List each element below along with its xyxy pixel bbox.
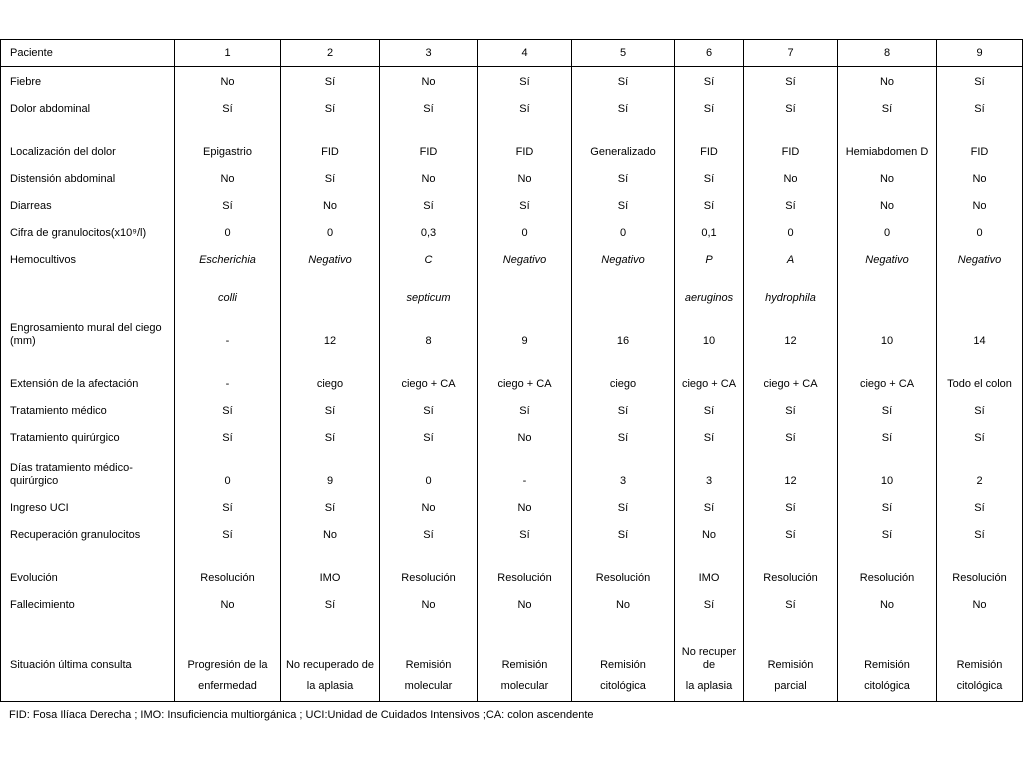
table-cell: ciego + CA [380, 353, 478, 396]
table-cell: Sí [175, 94, 281, 121]
table-cell: Negativo [572, 245, 675, 272]
patient-number: 4 [478, 40, 572, 67]
table-cell: 8 [380, 310, 478, 353]
table-row [1, 191, 1023, 218]
table-row [1, 677, 1023, 702]
table-cell: parcial [744, 677, 838, 702]
patient-number: 7 [744, 40, 838, 67]
table-cell: No [937, 191, 1023, 218]
table-cell: No [478, 164, 572, 191]
table-cell: No [175, 164, 281, 191]
table-cell: molecular [380, 677, 478, 702]
table-cell: 0 [380, 450, 478, 493]
table-cell: No [478, 493, 572, 520]
table-cell: 0,3 [380, 218, 478, 245]
table-cell: 0 [838, 218, 937, 245]
table-cell: Sí [744, 67, 838, 94]
table-cell: IMO [675, 547, 744, 590]
table-cell: No [478, 590, 572, 617]
table-cell: FID [281, 121, 380, 164]
patient-number: 1 [175, 40, 281, 67]
table-cell: Resolución [380, 547, 478, 590]
header-label: Paciente [1, 40, 175, 67]
table-cell: Remisión [572, 617, 675, 677]
patient-number: 8 [838, 40, 937, 67]
table-cell: P [675, 245, 744, 272]
row-label [1, 272, 175, 310]
table-cell: FID [675, 121, 744, 164]
table-cell: Sí [675, 191, 744, 218]
table-cell: - [478, 450, 572, 493]
table-cell: Negativo [838, 245, 937, 272]
table-cell: Remisión [937, 617, 1023, 677]
table-cell: hydrophila [744, 272, 838, 310]
table-cell: - [175, 310, 281, 353]
table-cell: A [744, 245, 838, 272]
table-cell: Sí [572, 94, 675, 121]
table-cell: No recuper de [675, 617, 744, 677]
table-cell: No [380, 590, 478, 617]
table-cell: 9 [478, 310, 572, 353]
table-cell: No [675, 520, 744, 547]
table-cell: Sí [937, 396, 1023, 423]
table-cell [937, 272, 1023, 310]
table-cell: citológica [937, 677, 1023, 702]
table-cell: ciego [281, 353, 380, 396]
table-cell: Sí [744, 396, 838, 423]
row-label: Fiebre [1, 67, 175, 94]
table-cell: Sí [380, 396, 478, 423]
table-cell: No [572, 590, 675, 617]
table-cell: FID [478, 121, 572, 164]
table-row [1, 94, 1023, 121]
table-cell: Resolución [838, 547, 937, 590]
table-cell: 10 [838, 450, 937, 493]
table-row [1, 164, 1023, 191]
table-cell: Sí [937, 94, 1023, 121]
table-cell: Sí [937, 520, 1023, 547]
table-cell: No [175, 590, 281, 617]
table-cell: 0,1 [675, 218, 744, 245]
table-row [1, 423, 1023, 450]
table-row [1, 590, 1023, 617]
table-cell: aeruginos [675, 272, 744, 310]
table-row [1, 67, 1023, 94]
table-cell: 10 [838, 310, 937, 353]
table-cell: 2 [937, 450, 1023, 493]
table-cell: 0 [281, 218, 380, 245]
table-cell: Remisión [744, 617, 838, 677]
table-cell: 0 [175, 218, 281, 245]
table-cell: Resolución [744, 547, 838, 590]
table-cell: Remisión [478, 617, 572, 677]
table-cell: Sí [572, 493, 675, 520]
table-cell: No [838, 67, 937, 94]
table-cell: Sí [380, 191, 478, 218]
patient-number: 3 [380, 40, 478, 67]
table-cell: Sí [675, 396, 744, 423]
row-label: Hemocultivos [1, 245, 175, 272]
table-cell: ciego [572, 353, 675, 396]
table-cell: Epigastrio [175, 121, 281, 164]
table-cell: Sí [572, 67, 675, 94]
table-cell: 12 [281, 310, 380, 353]
row-label: Recuperación granulocitos [1, 520, 175, 547]
table-cell: No [744, 164, 838, 191]
table-cell: Negativo [937, 245, 1023, 272]
table-cell: No [380, 67, 478, 94]
table-cell: Sí [937, 423, 1023, 450]
table-cell: Sí [572, 396, 675, 423]
table-cell: 14 [937, 310, 1023, 353]
table-cell: Sí [675, 423, 744, 450]
table-cell: Resolución [937, 547, 1023, 590]
table-cell: Sí [175, 493, 281, 520]
table-cell: Sí [838, 520, 937, 547]
table-cell: No [281, 520, 380, 547]
table-footnote: FID: Fosa Ilíaca Derecha ; IMO: Insuficiencia multiorgánica ; UCI:Unidad de Cuidados Intensivos ;CA: colon ascendente [9, 709, 594, 721]
table-cell: Negativo [478, 245, 572, 272]
table-cell: No [478, 423, 572, 450]
table-cell [572, 272, 675, 310]
table-cell: Sí [572, 164, 675, 191]
row-label: Tratamiento médico [1, 396, 175, 423]
table-cell: Sí [572, 191, 675, 218]
table-cell: Hemiabdomen D [838, 121, 937, 164]
row-label [1, 677, 175, 702]
table-cell: 0 [744, 218, 838, 245]
table-cell: 0 [175, 450, 281, 493]
row-label: Engrosamiento mural del ciego (mm) [1, 310, 175, 353]
table-row [1, 121, 1023, 164]
table-row [1, 218, 1023, 245]
table-cell: Sí [380, 94, 478, 121]
table-cell: Sí [744, 520, 838, 547]
table-cell: Sí [744, 191, 838, 218]
table-cell: Sí [281, 396, 380, 423]
table-cell: Remisión [838, 617, 937, 677]
table-cell: Sí [478, 520, 572, 547]
table-cell: - [175, 353, 281, 396]
table-row [1, 353, 1023, 396]
table-cell: molecular [478, 677, 572, 702]
table-cell: Sí [281, 94, 380, 121]
table-cell: citológica [838, 677, 937, 702]
table-cell: Sí [281, 164, 380, 191]
table-cell: Sí [675, 493, 744, 520]
patient-number: 2 [281, 40, 380, 67]
table-cell: Sí [281, 493, 380, 520]
table-cell [281, 272, 380, 310]
table-cell: Sí [175, 396, 281, 423]
table-cell: 0 [572, 218, 675, 245]
table-cell: Remisión [380, 617, 478, 677]
table-row [1, 547, 1023, 590]
table-cell: citológica [572, 677, 675, 702]
table-cell: 10 [675, 310, 744, 353]
table-cell: Sí [281, 67, 380, 94]
table-cell: 3 [675, 450, 744, 493]
table-cell: ciego + CA [478, 353, 572, 396]
table-cell: Sí [675, 67, 744, 94]
row-label: Extensión de la afectación [1, 353, 175, 396]
table-cell: No [937, 164, 1023, 191]
table-cell: FID [937, 121, 1023, 164]
table-cell: Generalizado [572, 121, 675, 164]
patients-table [0, 39, 1023, 702]
table-cell: Sí [744, 493, 838, 520]
table-cell: Sí [675, 164, 744, 191]
table-row [1, 520, 1023, 547]
table-cell: No recuperado de [281, 617, 380, 677]
table-cell: Sí [281, 590, 380, 617]
table-cell: Todo el colon [937, 353, 1023, 396]
row-label: Distensión abdominal [1, 164, 175, 191]
table-cell: la aplasia [281, 677, 380, 702]
table-row [1, 617, 1023, 677]
table-cell: No [281, 191, 380, 218]
table-cell [838, 272, 937, 310]
table-cell: No [838, 191, 937, 218]
table-cell: IMO [281, 547, 380, 590]
table-cell: Sí [478, 191, 572, 218]
table-cell: Escherichia [175, 245, 281, 272]
table-cell: No [937, 590, 1023, 617]
table-cell: Sí [175, 423, 281, 450]
table-row [1, 396, 1023, 423]
table-cell: 12 [744, 450, 838, 493]
table-cell: ciego + CA [838, 353, 937, 396]
table-cell: Sí [838, 493, 937, 520]
table-cell: No [380, 493, 478, 520]
table-cell: No [175, 67, 281, 94]
table-cell: Sí [281, 423, 380, 450]
table-row [1, 310, 1023, 353]
row-label: Localización del dolor [1, 121, 175, 164]
table-cell: FID [380, 121, 478, 164]
table-cell: Sí [937, 493, 1023, 520]
table-cell: Sí [838, 396, 937, 423]
table-cell: Sí [380, 520, 478, 547]
table-cell: 12 [744, 310, 838, 353]
table-cell: Sí [838, 423, 937, 450]
table-cell: Sí [175, 191, 281, 218]
row-label: Evolución [1, 547, 175, 590]
table-cell: Sí [478, 94, 572, 121]
row-label: Tratamiento quirúrgico [1, 423, 175, 450]
table-cell: No [838, 164, 937, 191]
patient-number: 6 [675, 40, 744, 67]
row-label: Días tratamiento médico-quirúrgico [1, 450, 175, 493]
table-cell: Sí [744, 423, 838, 450]
header-row [1, 40, 1023, 67]
table-cell: Sí [478, 67, 572, 94]
row-label: Cifra de granulocitos(x10⁹/l) [1, 218, 175, 245]
row-label: Fallecimiento [1, 590, 175, 617]
patient-number: 9 [937, 40, 1023, 67]
table-cell: Sí [572, 423, 675, 450]
table-cell: Sí [838, 94, 937, 121]
patient-number: 5 [572, 40, 675, 67]
table-cell: Resolución [478, 547, 572, 590]
table-cell: No [838, 590, 937, 617]
row-label: Dolor abdominal [1, 94, 175, 121]
table-row [1, 450, 1023, 493]
table-row [1, 493, 1023, 520]
table-cell: Sí [744, 94, 838, 121]
row-label: Situación última consulta [1, 617, 175, 677]
table-cell: septicum [380, 272, 478, 310]
row-label: Diarreas [1, 191, 175, 218]
table-cell: Sí [380, 423, 478, 450]
row-label: Ingreso UCI [1, 493, 175, 520]
table-cell: la aplasia [675, 677, 744, 702]
table-cell: colli [175, 272, 281, 310]
table-cell: FID [744, 121, 838, 164]
table-cell: Sí [675, 94, 744, 121]
table-cell: C [380, 245, 478, 272]
table-cell: Sí [675, 590, 744, 617]
table-cell: Negativo [281, 245, 380, 272]
table-cell: Resolución [175, 547, 281, 590]
table-cell: Sí [744, 590, 838, 617]
table-cell: Sí [572, 520, 675, 547]
table-row [1, 245, 1023, 272]
table-cell: Sí [478, 396, 572, 423]
table-cell: ciego + CA [744, 353, 838, 396]
table-cell: 0 [478, 218, 572, 245]
table-cell: 9 [281, 450, 380, 493]
table-cell: Sí [175, 520, 281, 547]
table-cell: 16 [572, 310, 675, 353]
table-cell: 3 [572, 450, 675, 493]
table-cell: Sí [937, 67, 1023, 94]
table-cell [478, 272, 572, 310]
table-row [1, 272, 1023, 310]
table-cell: No [380, 164, 478, 191]
table-cell: ciego + CA [675, 353, 744, 396]
table-cell: Progresión de la [175, 617, 281, 677]
table-cell: 0 [937, 218, 1023, 245]
table-cell: Resolución [572, 547, 675, 590]
table-cell: enfermedad [175, 677, 281, 702]
